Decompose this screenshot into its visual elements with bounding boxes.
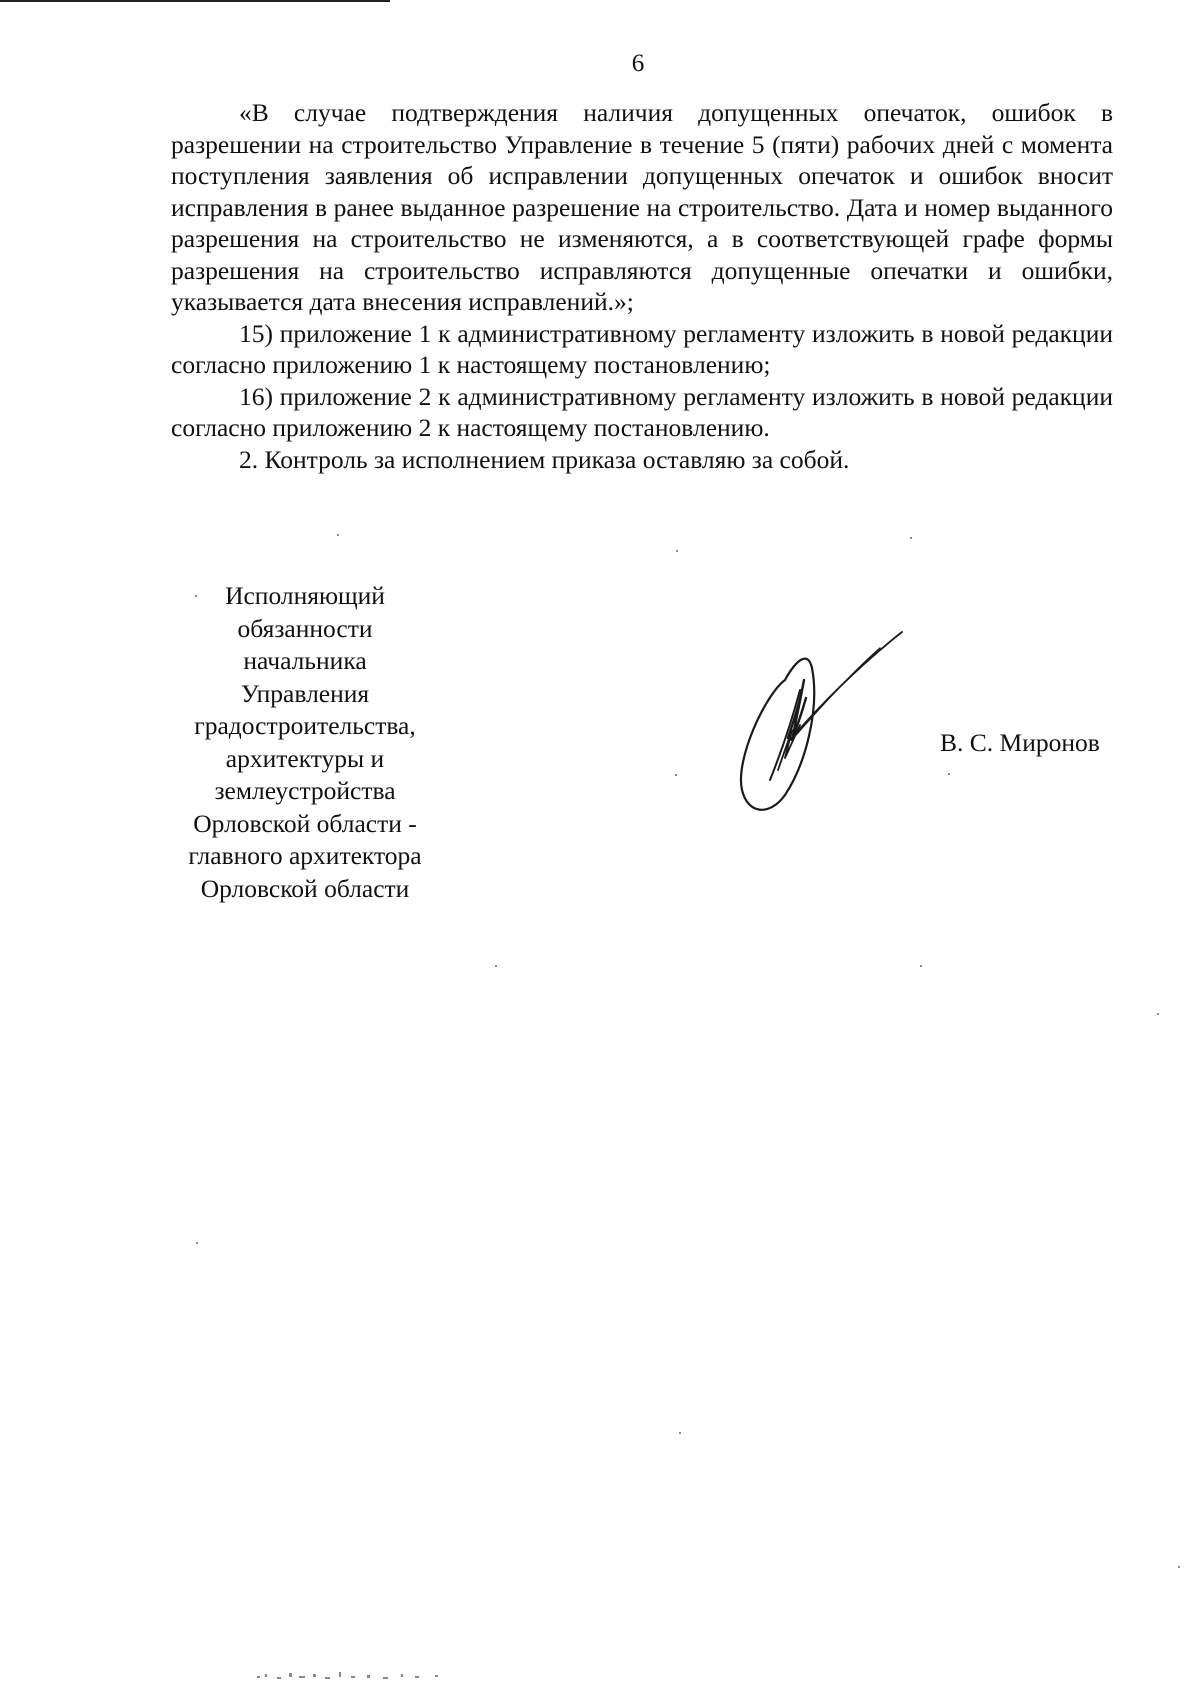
scan-speck — [679, 1432, 681, 1434]
signatory-line: градостроительства, — [194, 711, 416, 740]
signatory-line: обязанности — [237, 613, 373, 643]
scan-speck — [948, 773, 950, 775]
signatory-position — [175, 580, 435, 905]
signatory-line: Орловской области — [200, 873, 410, 903]
scan-speck — [195, 595, 197, 597]
scan-speck — [495, 965, 497, 967]
signatory-line: архитектуры и — [225, 743, 385, 773]
signatory-line: Орловской области - — [193, 808, 417, 838]
scan-speck — [920, 965, 922, 967]
scan-speck — [337, 534, 339, 536]
signatory-line: главного архитектора — [188, 841, 422, 870]
signer-name: В. С. Миронов — [940, 728, 1100, 757]
scan-edge-line — [0, 0, 390, 2]
scan-speck — [910, 537, 912, 539]
scan-speck — [196, 1242, 198, 1244]
signatory-line: начальника — [243, 646, 367, 675]
signatory-line: Управления — [240, 678, 370, 708]
scan-speck — [1157, 1013, 1159, 1015]
scan-noise-icon — [255, 1668, 455, 1682]
paragraph-amendment-text: «В случае подтверждения наличия допущенных опечаток, ошибок в разрешении на строительство Управление в течение 5 (пяти) рабочих дней с момента поступления заявления об исправлении допущенных опечаток и ошибок вносит исправления в ранее выданное разрешение на строительство. Дата и номер выданного разрешения на строительство не изменяются, а в соответствующей графе формы разрешения на строительство исправляются допущенные опечатки и ошибки, указывается дата внесения исправлений.»; — [171, 98, 1113, 316]
scan-speck — [1178, 1566, 1180, 1568]
scan-speck — [675, 774, 677, 776]
paragraph-control-clause: 2. Контроль за исполнением приказа оставляю за собой. — [239, 444, 850, 474]
signatory-line: землеустройства — [214, 776, 396, 805]
handwritten-signature-icon — [730, 620, 950, 840]
page-number: 6 — [631, 50, 645, 77]
document-body — [171, 97, 1113, 475]
paragraph-item-15: 15) приложение 1 к административному регламенту изложить в новой редакции согласно приложению 1 к настоящему постановлению; — [171, 318, 1113, 379]
scan-speck — [676, 550, 678, 552]
signatory-line: Исполняющий — [225, 581, 385, 610]
paragraph-item-16: 16) приложение 2 к административному регламенту изложить в новой редакции согласно приложению 2 к настоящему постановлению. — [171, 381, 1113, 442]
